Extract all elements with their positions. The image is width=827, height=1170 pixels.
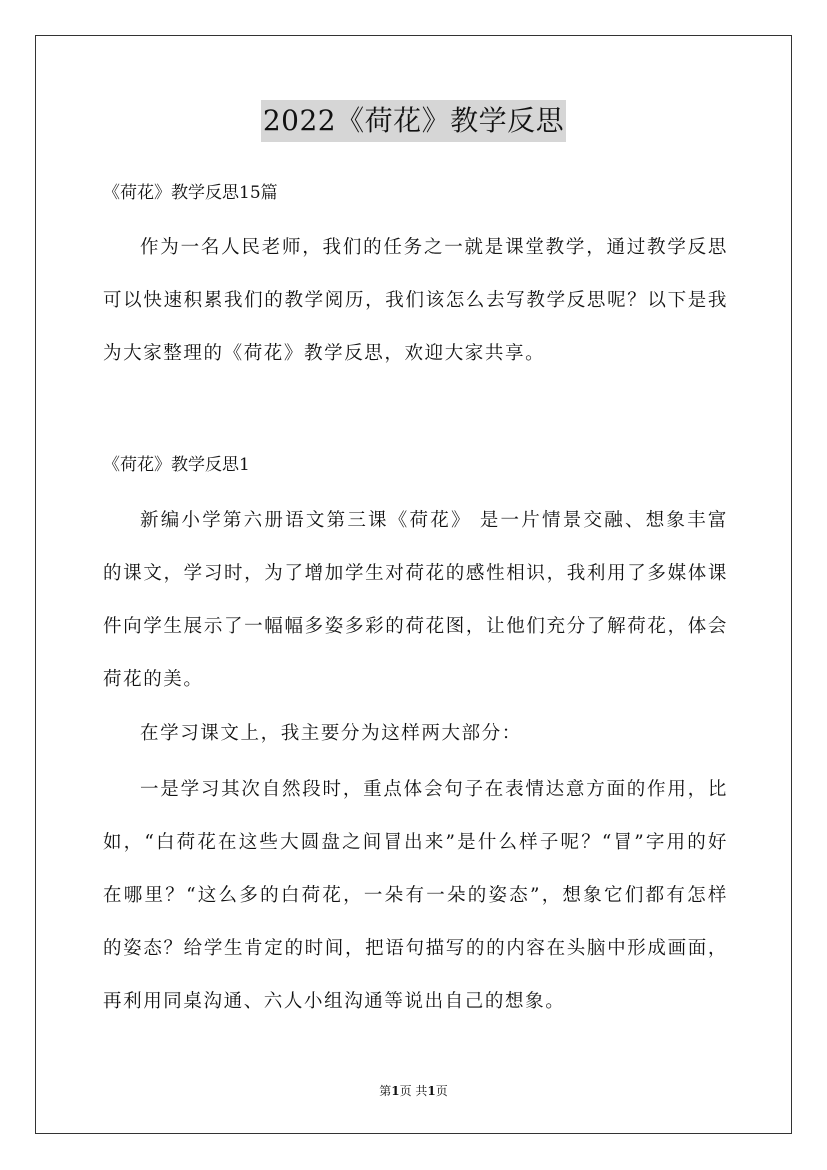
body-paragraph-3: 一是学习其次自然段时，重点体会句子在表情达意方面的作用，比如，“白荷花在这些大圆盘之间冒出来”是什么样子呢？“冒”字用的好在哪里？“这么多的白荷花，一朵有一朵的姿态”，想象它们都有怎样的姿态？给学生肯定的时间，把语句描写的的内容在头脑中形成画面，再利用同桌沟通、六人小组沟通等说出自己的想象。	[103, 779, 728, 1012]
intro-paragraph: 作为一名人民老师，我们的任务之一就是课堂教学，通过教学反思可以快速积累我们的教学阅历，我们该怎么去写教学反思呢？以下是我为大家整理的《荷花》教学反思，欢迎大家共享。	[103, 237, 728, 364]
footer-page-mid: 页 共	[399, 1084, 428, 1098]
body-paragraph-2: 在学习课文上，我主要分为这样两大部分：	[140, 723, 522, 744]
footer-page-current: 1	[391, 1084, 400, 1098]
body-paragraph-1: 新编小学第六册语文第三课《荷花》 是一片情景交融、想象丰富的课文，学习时，为了增加学生对荷花的感性相识，我利用了多媒体课件向学生展示了一幅幅多姿多彩的荷花图，让他们充分了解荷花，体会荷花的美。	[103, 510, 728, 690]
section-heading: 《荷花》教学反思1	[103, 455, 250, 475]
subtitle: 《荷花》教学反思15篇	[103, 183, 278, 203]
document-title-wrap	[0, 100, 827, 142]
footer-page-prefix: 第	[379, 1084, 392, 1098]
footer-page-suffix: 页	[435, 1084, 448, 1098]
document-title: 2022《荷花》教学反思	[261, 100, 566, 142]
footer-page-total: 1	[427, 1084, 436, 1098]
page-footer	[0, 1082, 827, 1100]
